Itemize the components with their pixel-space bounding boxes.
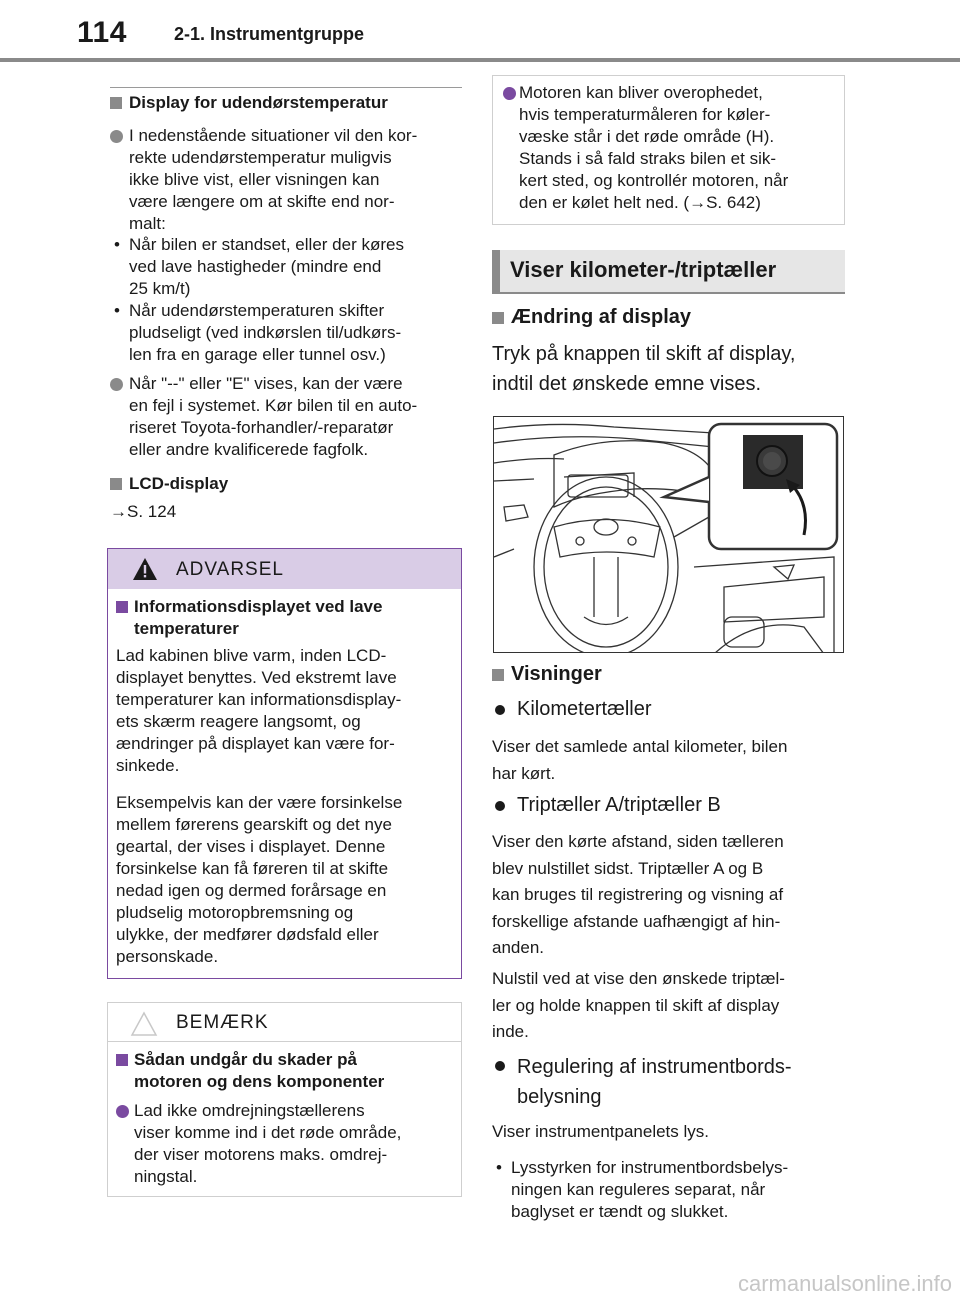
circle-bullet-icon [110,378,123,391]
warning-heading: Informationsdisplayet ved lave temperaturer [116,596,382,640]
warning-box [107,548,462,979]
temp-paragraph: I nedenstående situationer vil den kor- rekte udendørstemperatur muligvis ikke blive vist, eller visningen kan være længere om at skifte end nor- malt: [129,126,418,233]
square-bullet-icon [492,669,504,681]
warning-paragraph-1: Lad kabinen blive varm, inden LCD- displayet benyttes. Ved ekstremt lave temperaturer kan informationsdisplay- ets skærm reagere langsomt, og ændringer på displayet kan være for- sinkede. [116,646,402,775]
circle-bullet-icon [110,130,123,143]
warning-title: ADVARSEL [176,559,284,580]
overheat-box [492,75,845,225]
display-temp-heading: Display for udendørstemperatur [110,92,388,114]
bullet-dot: • [114,301,120,320]
odometer-title: Kilometertæller [517,698,652,720]
note-box [107,1002,462,1197]
warning-paragraph-2: Eksempelvis kan der være forsinkelse mellem førerens gearskift og det nye geartal, der vises i displayet. Denne forsinkelse kan få føreren til at skifte nedad igen og dermed forårsage en pludselig motoropbremsning og ulykke, der medfører dødsfald eller personskade. [116,793,403,966]
square-bullet-icon [116,601,128,613]
dimmer-text: Viser instrumentpanelets lys. [492,1122,710,1141]
square-bullet-icon [116,1054,128,1066]
section-rule [110,87,462,88]
temp-bullet-1: Når bilen er standset, eller der køres ved lave hastigheder (mindre end 25 km/t) [129,235,404,298]
header-rule [0,58,960,62]
odometer-text: Viser det samlede antal kilometer, bilen har kørt. [492,737,788,783]
trip-text: Viser den kørte afstand, siden tælleren blev nulstillet sidst. Triptæller A og B kan bruges til registrering og visning af forskellige afstande uafhængigt af hin- anden. [492,832,784,957]
round-bullet-icon [495,1061,505,1071]
arrow-ref-icon: → [689,193,707,212]
dimmer-bullet: Lysstyrken for instrumentbordsbelys- ningen kan reguleres separat, når baglyset er tændt og slukket. [511,1158,789,1221]
circle-bullet-icon [503,87,516,100]
dashboard-line-drawing [494,417,844,653]
note-paragraph: Lad ikke omdrejningstællerens viser komme ind i det røde område, der viser motorens maks. omdrej- ningstal. [134,1101,402,1186]
square-bullet-icon [110,478,122,490]
trip-title: Triptæller A/triptæller B [517,794,721,816]
circle-bullet-icon [116,1105,129,1118]
watermark[interactable]: carmanualsonline.info [737,1271,952,1296]
error-paragraph: Når "--" eller "E" vises, kan der være en fejl i systemet. Kør bilen til en auto- riseret Toyota-forhandler/-reparatør eller andre kvalificerede fagfolk. [129,374,418,459]
note-heading: Sådan undgår du skader på motoren og dens komponenter [116,1049,384,1093]
section-title-bar [492,250,845,294]
square-bullet-icon [110,97,122,109]
page-header [0,0,960,62]
dimmer-title: Regulering af instrumentbords- belysning [517,1056,792,1108]
views-heading: Visninger [492,662,602,686]
change-display-text: Tryk på knappen til skift af display, indtil det ønskede emne vises. [492,343,796,395]
caution-outline-icon [130,1011,158,1037]
arrow-ref-icon: → [110,502,127,521]
note-divider [108,1041,461,1042]
chapter-title: 2-1. Instrumentgruppe [174,24,365,44]
bullet-dot: • [496,1158,502,1177]
square-bullet-icon [492,312,504,324]
overheat-text: Motoren kan bliver overophedet, hvis temperaturmåleren for køler- væske står i det røde område (H). Stands i så fald straks bilen et sik- kert sted, og kontrollér motoren, når den er kølet helt ned. (→S. 642) [519,83,789,212]
section-title: Viser kilometer-/triptæller [510,257,777,282]
bullet-dot: • [114,235,120,254]
page-number: 114 [77,16,127,49]
temp-bullet-2: Når udendørstemperaturen skifter pludseligt (ved indkørslen til/udkørs- len fra en garage eller tunnel osv.) [129,301,402,364]
round-bullet-icon [495,801,505,811]
section-accent [492,250,500,292]
trip-reset-text: Nulstil ved at vise den ønskede triptæl- ler og holde knappen til skift af display inde. [492,969,785,1041]
lcd-page-ref[interactable]: →S. 124 [110,502,177,521]
note-title: BEMÆRK [176,1012,269,1033]
warning-triangle-icon [132,557,158,581]
round-bullet-icon [495,705,505,715]
lcd-heading: LCD-display [110,473,228,495]
warning-header [108,549,461,589]
dashboard-illustration [493,416,844,653]
change-display-heading: Ændring af display [492,305,691,329]
